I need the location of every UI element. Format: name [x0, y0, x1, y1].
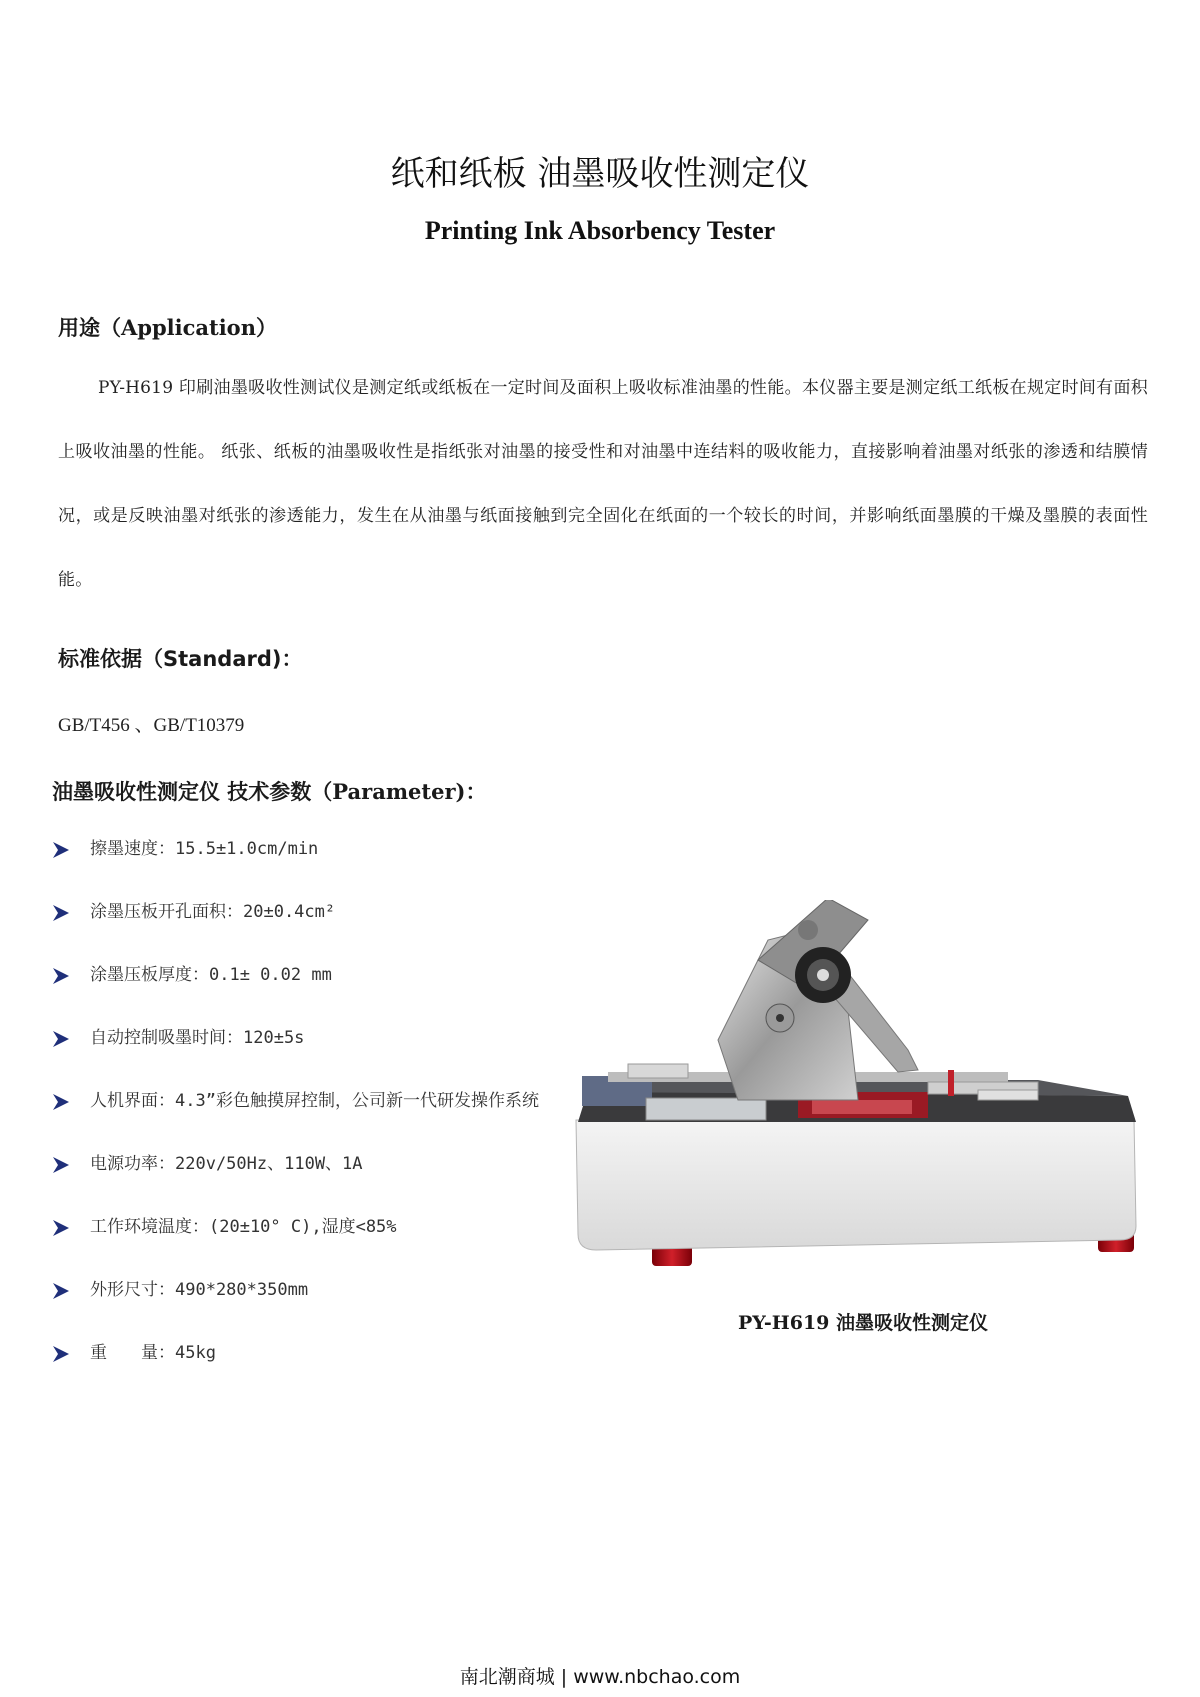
parameter-text: 涂墨压板厚度：0.1± 0.02 mm [90, 965, 332, 985]
page-title-en: Printing Ink Absorbency Tester [424, 216, 776, 245]
arrow-bullet-icon [52, 1070, 90, 1133]
arrow-bullet-icon [52, 881, 90, 944]
list-item [52, 1133, 572, 1196]
list-item [52, 1070, 572, 1133]
list-item [52, 881, 572, 944]
parameter-text: 自动控制吸墨时间：120±5s [90, 1028, 305, 1048]
parameter-text: 人机界面：4.3”彩色触摸屏控制，公司新一代研发操作系统 [90, 1091, 539, 1111]
arrow-bullet-icon [52, 1196, 90, 1259]
list-item [52, 1259, 572, 1322]
arrow-bullet-icon [52, 944, 90, 1007]
list-item [52, 1007, 572, 1070]
parameter-text: 擦墨速度：15.5±1.0cm/min [90, 839, 319, 859]
page-title-cn: 纸和纸板 油墨吸收性测定仪 [390, 154, 810, 194]
arrow-bullet-icon [52, 1322, 90, 1385]
parameter-text: 涂墨压板开孔面积：20±0.4cm² [90, 902, 336, 922]
product-photo [568, 900, 1158, 1280]
list-item [52, 1322, 572, 1385]
arrow-bullet-icon [52, 1007, 90, 1070]
footer-text: 南北潮商城 | www.nbchao.com [459, 1666, 741, 1688]
arrow-bullet-icon [52, 818, 90, 881]
product-caption: PY-H619 油墨吸收性测定仪 [737, 1312, 989, 1334]
parameters-list [52, 818, 572, 1385]
arrow-bullet-icon [52, 1133, 90, 1196]
parameter-text: 电源功率：220v/50Hz、110W、1A [90, 1154, 363, 1174]
parameter-text: 外形尺寸：490*280*350mm [90, 1280, 309, 1300]
application-heading: 用途（Application） [58, 315, 277, 340]
parameter-text: 工作环境温度：(20±10° C),湿度<85% [90, 1217, 397, 1237]
standard-heading: 标准依据（Standard)： [58, 647, 303, 671]
application-paragraph: PY-H619 印刷油墨吸收性测试仪是测定纸或纸板在一定时间及面积上吸收标准油墨的性能。本仪器主要是测定纸工纸板在规定时间有面积上吸收油墨的性能。 纸张、纸板的油墨吸收性是指纸张对油墨的接受性和对油墨中连结料的吸收能力，直接影响着油墨对纸张的渗透和结膜情况，或是反映油墨对纸张的渗透能力，发生在从油墨与纸面接触到完全固化在纸面的一个较长的时间，并影响纸面墨膜的干燥及墨膜的表面性能。 [58, 378, 1148, 590]
standard-text: GB/T456 、GB/T10379 [58, 715, 245, 736]
arrow-bullet-icon [52, 1259, 90, 1322]
parameter-text: 重 量：45kg [90, 1343, 216, 1363]
list-item [52, 818, 572, 881]
list-item [52, 1196, 572, 1259]
parameters-heading: 油墨吸收性测定仪 技术参数（Parameter)： [52, 779, 487, 804]
list-item [52, 944, 572, 1007]
